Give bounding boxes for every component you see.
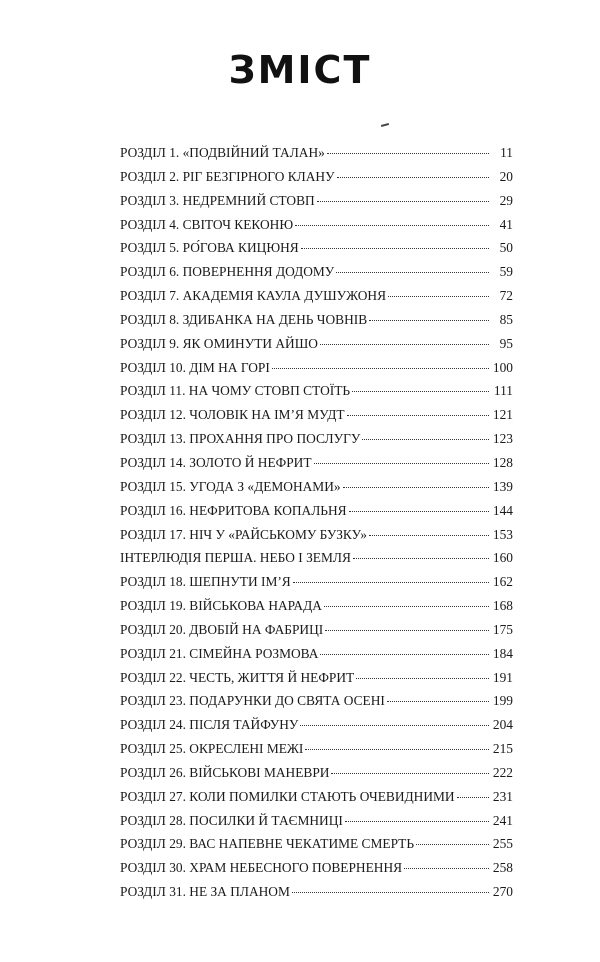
dot-leader <box>293 582 489 583</box>
toc-entry-title: РОЗДІЛ 2. РІГ БЕЗГІРНОГО КЛАНУ <box>120 168 335 184</box>
toc-entry[interactable] <box>120 217 513 241</box>
toc-entry-title: РОЗДІЛ 15. УГОДА З «ДЕМОНАМИ» <box>120 478 341 494</box>
toc-entry[interactable] <box>120 383 513 407</box>
toc-entry-page-number: 222 <box>492 764 513 780</box>
table-of-contents <box>120 145 513 908</box>
toc-entry-title: РОЗДІЛ 1. «ПОДВІЙНИЙ ТАЛАН» <box>120 145 325 160</box>
toc-entry-page-number: 29 <box>499 192 513 208</box>
toc-entry-title: РОЗДІЛ 19. ВІЙСЬКОВА НАРАДА <box>120 598 322 614</box>
toc-entry[interactable] <box>120 503 513 527</box>
dot-leader <box>343 487 489 488</box>
toc-entry[interactable] <box>120 836 513 860</box>
toc-entry-page-number: 199 <box>492 693 513 709</box>
toc-entry-title: РОЗДІЛ 31. НЕ ЗА ПЛАНОМ <box>120 884 290 900</box>
toc-entry[interactable] <box>120 670 513 694</box>
dot-leader <box>300 725 489 726</box>
toc-entry[interactable] <box>120 765 513 789</box>
toc-entry-page-number: 241 <box>492 812 513 828</box>
dot-leader <box>292 892 489 893</box>
toc-entry-title: РОЗДІЛ 24. ПІСЛЯ ТАЙФУНУ <box>120 717 299 733</box>
toc-entry[interactable] <box>120 360 513 384</box>
toc-entry-page-number: 162 <box>492 574 513 590</box>
toc-entry-title: РОЗДІЛ 25. ОКРЕСЛЕНІ МЕЖІ <box>120 741 304 757</box>
dot-leader <box>352 391 489 392</box>
dot-leader <box>345 821 489 822</box>
toc-entry[interactable] <box>120 717 513 741</box>
toc-entry-title: РОЗДІЛ 21. СІМЕЙНА РОЗМОВА <box>120 645 319 661</box>
dot-leader <box>314 463 489 464</box>
toc-entry-title: ІНТЕРЛЮДІЯ ПЕРША. НЕБО І ЗЕМЛЯ <box>120 550 351 566</box>
toc-entry-page-number: 184 <box>492 645 513 661</box>
toc-entry-page-number: 72 <box>499 288 513 304</box>
toc-entry[interactable] <box>120 813 513 837</box>
dot-leader <box>331 773 489 774</box>
dot-leader <box>457 797 489 798</box>
toc-entry-title: РОЗДІЛ 28. ПОСИЛКИ Й ТАЄМНИЦІ <box>120 812 343 828</box>
toc-entry[interactable] <box>120 622 513 646</box>
toc-entry-title: РОЗДІЛ 17. НІЧ У «РАЙСЬКОМУ БУЗКУ» <box>120 526 367 542</box>
toc-entry[interactable] <box>120 574 513 598</box>
dot-leader <box>387 701 489 702</box>
toc-entry-title: РОЗДІЛ 13. ПРОХАННЯ ПРО ПОСЛУГУ <box>120 431 361 447</box>
decorative-mark <box>381 123 389 127</box>
toc-entry-title: РОЗДІЛ 6. ПОВЕРНЕННЯ ДОДОМУ <box>120 264 335 280</box>
toc-entry[interactable] <box>120 240 513 264</box>
dot-leader <box>369 320 489 321</box>
toc-entry-page-number: 215 <box>492 741 513 757</box>
dot-leader <box>362 439 489 440</box>
toc-entry-page-number: 144 <box>492 502 513 518</box>
toc-entry-page-number: 85 <box>499 311 513 327</box>
toc-entry[interactable] <box>120 789 513 813</box>
dot-leader <box>320 654 489 655</box>
toc-entry-page-number: 41 <box>499 216 513 232</box>
toc-entry-title: РОЗДІЛ 8. ЗДИБАНКА НА ДЕНЬ ЧОВНІВ <box>120 311 368 327</box>
dot-leader <box>295 225 489 226</box>
toc-entry-page-number: 168 <box>492 598 513 614</box>
dot-leader <box>337 177 489 178</box>
toc-entry-title: РОЗДІЛ 4. СВІТОЧ КЕКОНЮ <box>120 216 294 232</box>
toc-entry[interactable] <box>120 860 513 884</box>
toc-entry-title: РОЗДІЛ 7. АКАДЕМІЯ КАУЛА ДУШУЖОНЯ <box>120 288 387 304</box>
toc-entry-page-number: 139 <box>492 478 513 494</box>
dot-leader <box>347 415 489 416</box>
toc-entry[interactable] <box>120 193 513 217</box>
toc-entry-page-number: 121 <box>492 407 513 423</box>
dot-leader <box>325 630 489 631</box>
toc-entry[interactable] <box>120 741 513 765</box>
dot-leader <box>353 558 489 559</box>
toc-entry[interactable] <box>120 407 513 431</box>
toc-entry[interactable] <box>120 646 513 670</box>
dot-leader <box>369 535 489 536</box>
dot-leader <box>349 511 489 512</box>
toc-entry-page-number: 175 <box>492 621 513 637</box>
toc-entry[interactable] <box>120 169 513 193</box>
toc-entry-title: РОЗДІЛ 16. НЕФРИТОВА КОПАЛЬНЯ <box>120 502 347 518</box>
toc-entry[interactable] <box>120 336 513 360</box>
toc-entry-page-number: 128 <box>492 454 513 470</box>
toc-entry-page-number: 111 <box>493 383 513 399</box>
dot-leader <box>324 606 489 607</box>
dot-leader <box>336 272 489 273</box>
toc-entry-title: РОЗДІЛ 3. НЕДРЕМНИЙ СТОВП <box>120 192 315 208</box>
toc-entry-page-number: 191 <box>492 669 513 685</box>
dot-leader <box>305 749 489 750</box>
toc-entry-title: РОЗДІЛ 26. ВІЙСЬКОВІ МАНЕВРИ <box>120 764 330 780</box>
dot-leader <box>320 344 489 345</box>
toc-entry[interactable] <box>120 693 513 717</box>
toc-entry-page-number: 204 <box>492 717 513 733</box>
toc-entry-page-number: 160 <box>492 550 513 566</box>
toc-entry-page-number: 231 <box>492 788 513 804</box>
toc-entry[interactable] <box>120 264 513 288</box>
toc-entry[interactable] <box>120 288 513 312</box>
dot-leader <box>416 844 489 845</box>
toc-entry-title: РОЗДІЛ 18. ШЕПНУТИ ІМ’Я <box>120 574 291 590</box>
toc-entry-title: РОЗДІЛ 27. КОЛИ ПОМИЛКИ СТАЮТЬ ОЧЕВИДНИМИ <box>120 788 455 804</box>
toc-entry[interactable] <box>120 598 513 622</box>
dot-leader <box>317 201 489 202</box>
dot-leader <box>388 296 489 297</box>
toc-entry-title: РОЗДІЛ 20. ДВОБІЙ НА ФАБРИЦІ <box>120 621 324 637</box>
dot-leader <box>272 368 489 369</box>
toc-entry[interactable] <box>120 312 513 336</box>
toc-entry-page-number: 100 <box>492 359 513 375</box>
dot-leader <box>301 248 489 249</box>
toc-entry-page-number: 123 <box>492 431 513 447</box>
toc-entry-page-number: 258 <box>492 860 513 876</box>
toc-entry-page-number: 95 <box>499 335 513 351</box>
toc-entry-page-number: 255 <box>492 836 513 852</box>
toc-entry-title: РОЗДІЛ 23. ПОДАРУНКИ ДО СВЯТА ОСЕНІ <box>120 693 385 709</box>
toc-entry-title: РОЗДІЛ 29. ВАС НАПЕВНЕ ЧЕКАТИМЕ СМЕРТЬ <box>120 836 415 852</box>
toc-entry-title: РОЗДІЛ 11. НА ЧОМУ СТОВП СТОЇТЬ <box>120 383 351 399</box>
toc-entry-title: РОЗДІЛ 12. ЧОЛОВІК НА ІМ’Я МУДТ <box>120 407 345 423</box>
toc-entry-title: РОЗДІЛ 22. ЧЕСТЬ, ЖИТТЯ Й НЕФРИТ <box>120 669 355 685</box>
toc-entry[interactable] <box>120 145 513 169</box>
page-title: ЗМІСТ <box>228 48 372 92</box>
toc-entry-page-number: 153 <box>492 526 513 542</box>
toc-entry-title: РОЗДІЛ 10. ДІМ НА ГОРІ <box>120 359 270 375</box>
toc-entry[interactable] <box>120 550 513 574</box>
dot-leader <box>327 153 489 154</box>
toc-entry-page-number: 20 <box>499 168 513 184</box>
toc-entry-title: РОЗДІЛ 30. ХРАМ НЕБЕСНОГО ПОВЕРНЕННЯ <box>120 860 403 876</box>
toc-entry-title: РОЗДІЛ 9. ЯК ОМИНУТИ АЙШО <box>120 335 318 351</box>
toc-entry-page-number: 59 <box>499 264 513 280</box>
toc-entry[interactable] <box>120 884 513 908</box>
dot-leader <box>404 868 489 869</box>
toc-entry[interactable] <box>120 479 513 503</box>
toc-entry-page-number: 50 <box>499 240 513 256</box>
toc-entry-page-number: 270 <box>492 884 513 900</box>
toc-entry-title: РОЗДІЛ 5. РО́ГОВА КИЦЮНЯ <box>120 240 299 256</box>
toc-entry[interactable] <box>120 455 513 479</box>
toc-entry[interactable] <box>120 527 513 551</box>
toc-entry-page-number: 11 <box>500 145 513 160</box>
toc-entry[interactable] <box>120 431 513 455</box>
dot-leader <box>356 678 489 679</box>
toc-entry-title: РОЗДІЛ 14. ЗОЛОТО Й НЕФРИТ <box>120 454 312 470</box>
